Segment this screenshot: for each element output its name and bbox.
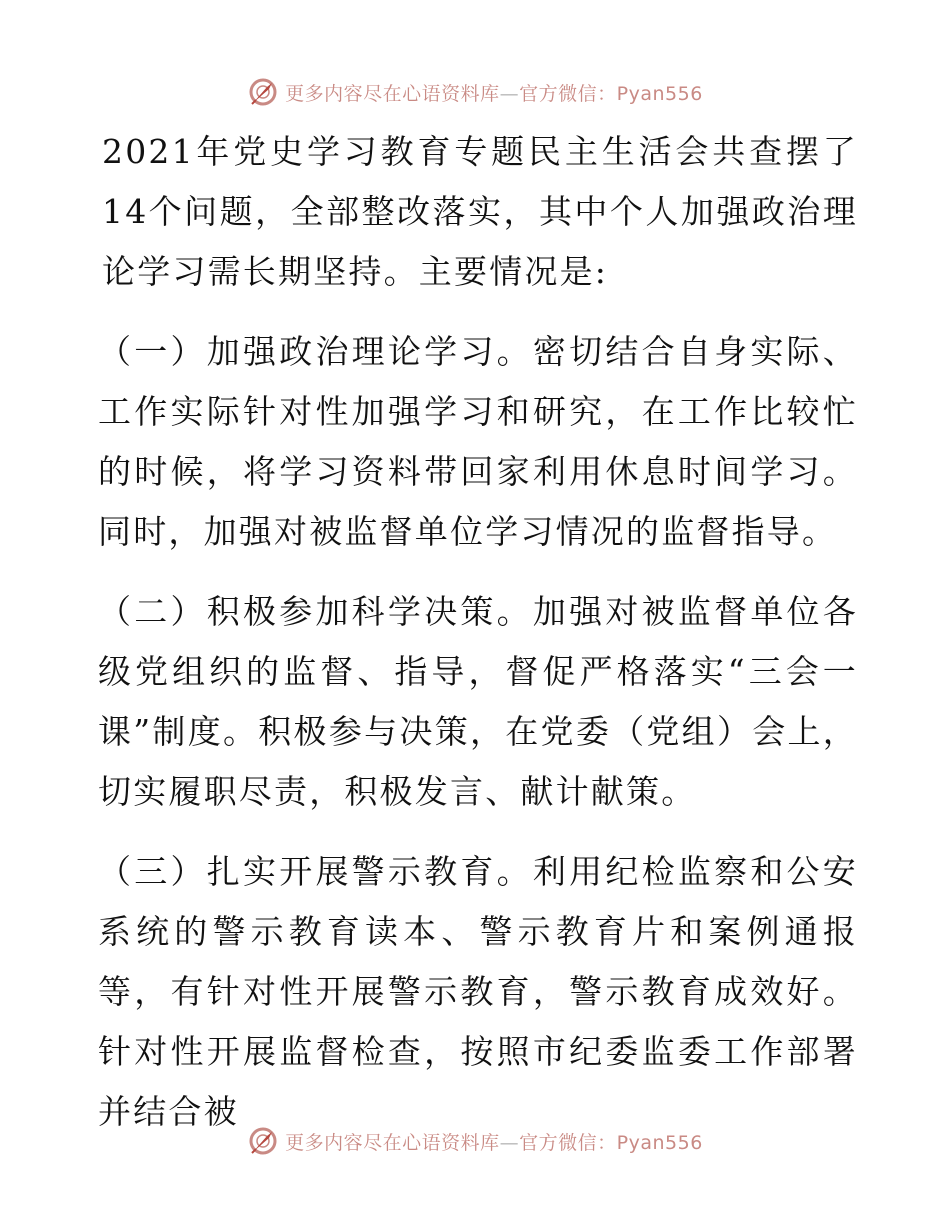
paragraph-item-3: （三）扎实开展警示教育。利用纪检监察和公安系统的警示教育读本、警示教育片和案例通报等，有针对性开展警示教育，警示教育成效好。针对性开展监督检查，按照市纪委监委工作部署并结合被 <box>98 852 858 1131</box>
watermark-separator: — <box>499 1131 520 1154</box>
paragraph-item-1: （一）加强政治理论学习。密切结合自身实际、工作实际针对性加强学习和研究，在工作比较忙的时候，将学习资料带回家利用休息时间学习。同时，加强对被监督单位学习情况的监督指导。 <box>98 332 858 551</box>
watermark-contact-text: 官方微信：Pyan556 <box>519 82 703 105</box>
watermark-site-text: 更多内容尽在心语资料库 <box>285 1131 500 1154</box>
watermark-text <box>285 79 703 106</box>
watermark-separator: — <box>499 82 520 105</box>
watermark-text <box>285 1128 703 1155</box>
feather-pen-circle-icon <box>247 1125 279 1157</box>
watermark-site-text: 更多内容尽在心语资料库 <box>285 82 500 105</box>
watermark-contact-text: 官方微信：Pyan556 <box>519 1131 703 1154</box>
document-body <box>98 122 858 1142</box>
feather-pen-circle-icon <box>247 76 279 108</box>
paragraph-item-2: （二）积极参加科学决策。加强对被监督单位各级党组织的监督、指导，督促严格落实“三会一课”制度。积极参与决策，在党委（党组）会上，切实履职尽责，积极发言、献计献策。 <box>98 592 858 811</box>
paragraph-intro: 2021年党史学习教育专题民主生活会共查摆了14个问题，全部整改落实，其中个人加强政治理论学习需长期坚持。主要情况是: <box>102 132 858 291</box>
header-watermark <box>0 72 950 112</box>
footer-watermark <box>0 1121 950 1161</box>
